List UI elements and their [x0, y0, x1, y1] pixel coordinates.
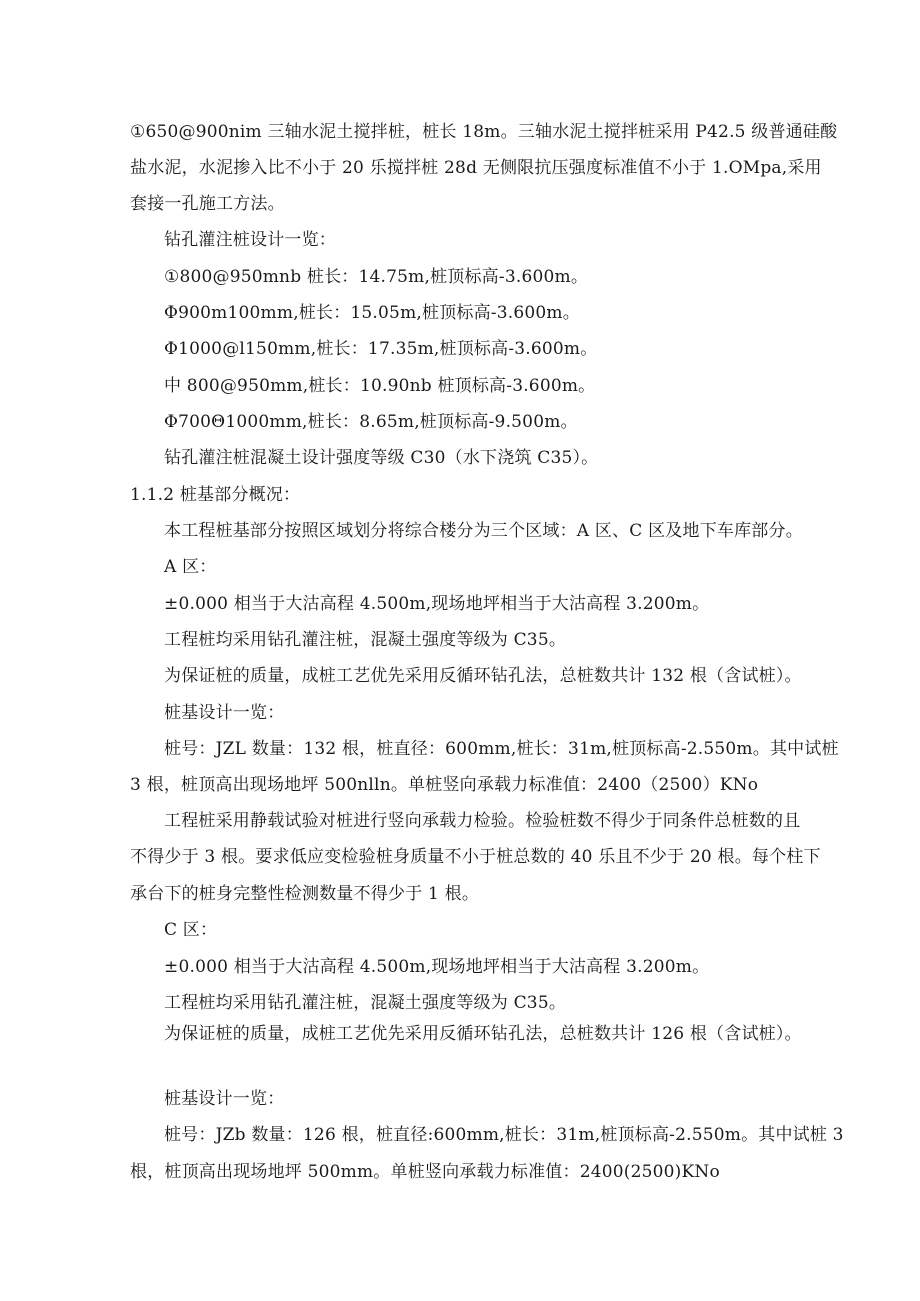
- section-heading: 1.1.2 桩基部分概况：: [130, 485, 301, 505]
- heading-bored-pile-design: 钻孔灌注桩设计一览：: [164, 230, 336, 250]
- paragraph-line: 承台下的桩身完整性检测数量不得少于 1 根。: [130, 884, 480, 904]
- paragraph-line: 3 根，桩顶高出现场地坪 500nlln。单桩竖向承载力标准值：2400（2500）KNo: [130, 775, 759, 795]
- paragraph-line: 桩号：JZL 数量：132 根，桩直径：600mm,桩长：31m,桩顶标高-2.550m。其中试桩: [164, 739, 839, 759]
- paragraph-line: ±0.000 相当于大沽高程 4.500m,现场地坪相当于大沽高程 3.200m。: [164, 957, 710, 977]
- zone-heading-c: C 区：: [164, 920, 218, 940]
- paragraph-wrapped: 为保证桩的质量，成桩工艺优先采用反循环钻孔法，总桩数共计 126 根（含试桩）。: [164, 1024, 802, 1044]
- paragraph-line: ①650@900nim 三轴水泥土搅拌桩，桩长 18m。三轴水泥土搅拌桩采用 P42.5 级普通硅酸: [130, 122, 838, 142]
- paragraph-line: 套接一孔施工方法。: [130, 194, 285, 214]
- paragraph-line: 为保证桩的质量，成桩工艺优先采用反循环钻孔法，总桩数共计 132 根（含试桩）。: [164, 666, 802, 686]
- paragraph-line: 盐水泥，水泥掺入比不小于 20 乐搅拌桩 28d 无侧限抗压强度标准值不小于 1.OMpa,采用: [130, 158, 822, 178]
- paragraph-line: 桩号：JZb 数量：126 根，桩直径:600mm,桩长：31m,桩顶标高-2.550m。其中试桩 3: [164, 1125, 844, 1145]
- paragraph-line: 本工程桩基部分按照区域划分将综合楼分为三个区域：A 区、C 区及地下车库部分。: [164, 521, 803, 541]
- sub-heading: 桩基设计一览：: [164, 703, 285, 723]
- pile-spec-line: Φ700Θ1000mm,桩长：8.65m,桩顶标高-9.500m。: [164, 412, 578, 432]
- zone-heading-a: A 区：: [164, 557, 217, 577]
- paragraph-line: 不得少于 3 根。要求低应变检验桩身质量不小于桩总数的 40 乐且不少于 20 根。每个柱下: [130, 847, 821, 867]
- paragraph-line: 工程桩均采用钻孔灌注桩，混凝土强度等级为 C35。: [164, 993, 567, 1013]
- paragraph-line: 工程桩采用静载试验对桩进行竖向承载力检验。检验桩数不得少于同条件总桩数的且: [164, 811, 801, 831]
- paragraph-line: ±0.000 相当于大沽高程 4.500m,现场地坪相当于大沽高程 3.200m。: [164, 594, 710, 614]
- pile-spec-line: Φ900m100mm,桩长：15.05m,桩顶标高-3.600m。: [164, 303, 580, 323]
- sub-heading: 桩基设计一览：: [164, 1089, 285, 1109]
- pile-spec-line: Φ1000@l150mm,桩长：17.35m,桩顶标高-3.600m。: [164, 339, 598, 359]
- pile-spec-line: 中 800@950mm,桩长：10.90nb 桩顶标高-3.600m。: [164, 376, 596, 396]
- paragraph-line: 根，桩顶高出现场地坪 500mm。单桩竖向承载力标准值：2400(2500)KNo: [130, 1162, 720, 1182]
- paragraph-line: 工程桩均采用钻孔灌注桩，混凝土强度等级为 C35。: [164, 630, 567, 650]
- pile-spec-line: ①800@950mnb 桩长：14.75m,桩顶标高-3.600m。: [164, 267, 589, 287]
- paragraph-line: 钻孔灌注桩混凝土设计强度等级 C30（水下浇筑 C35）。: [164, 448, 599, 468]
